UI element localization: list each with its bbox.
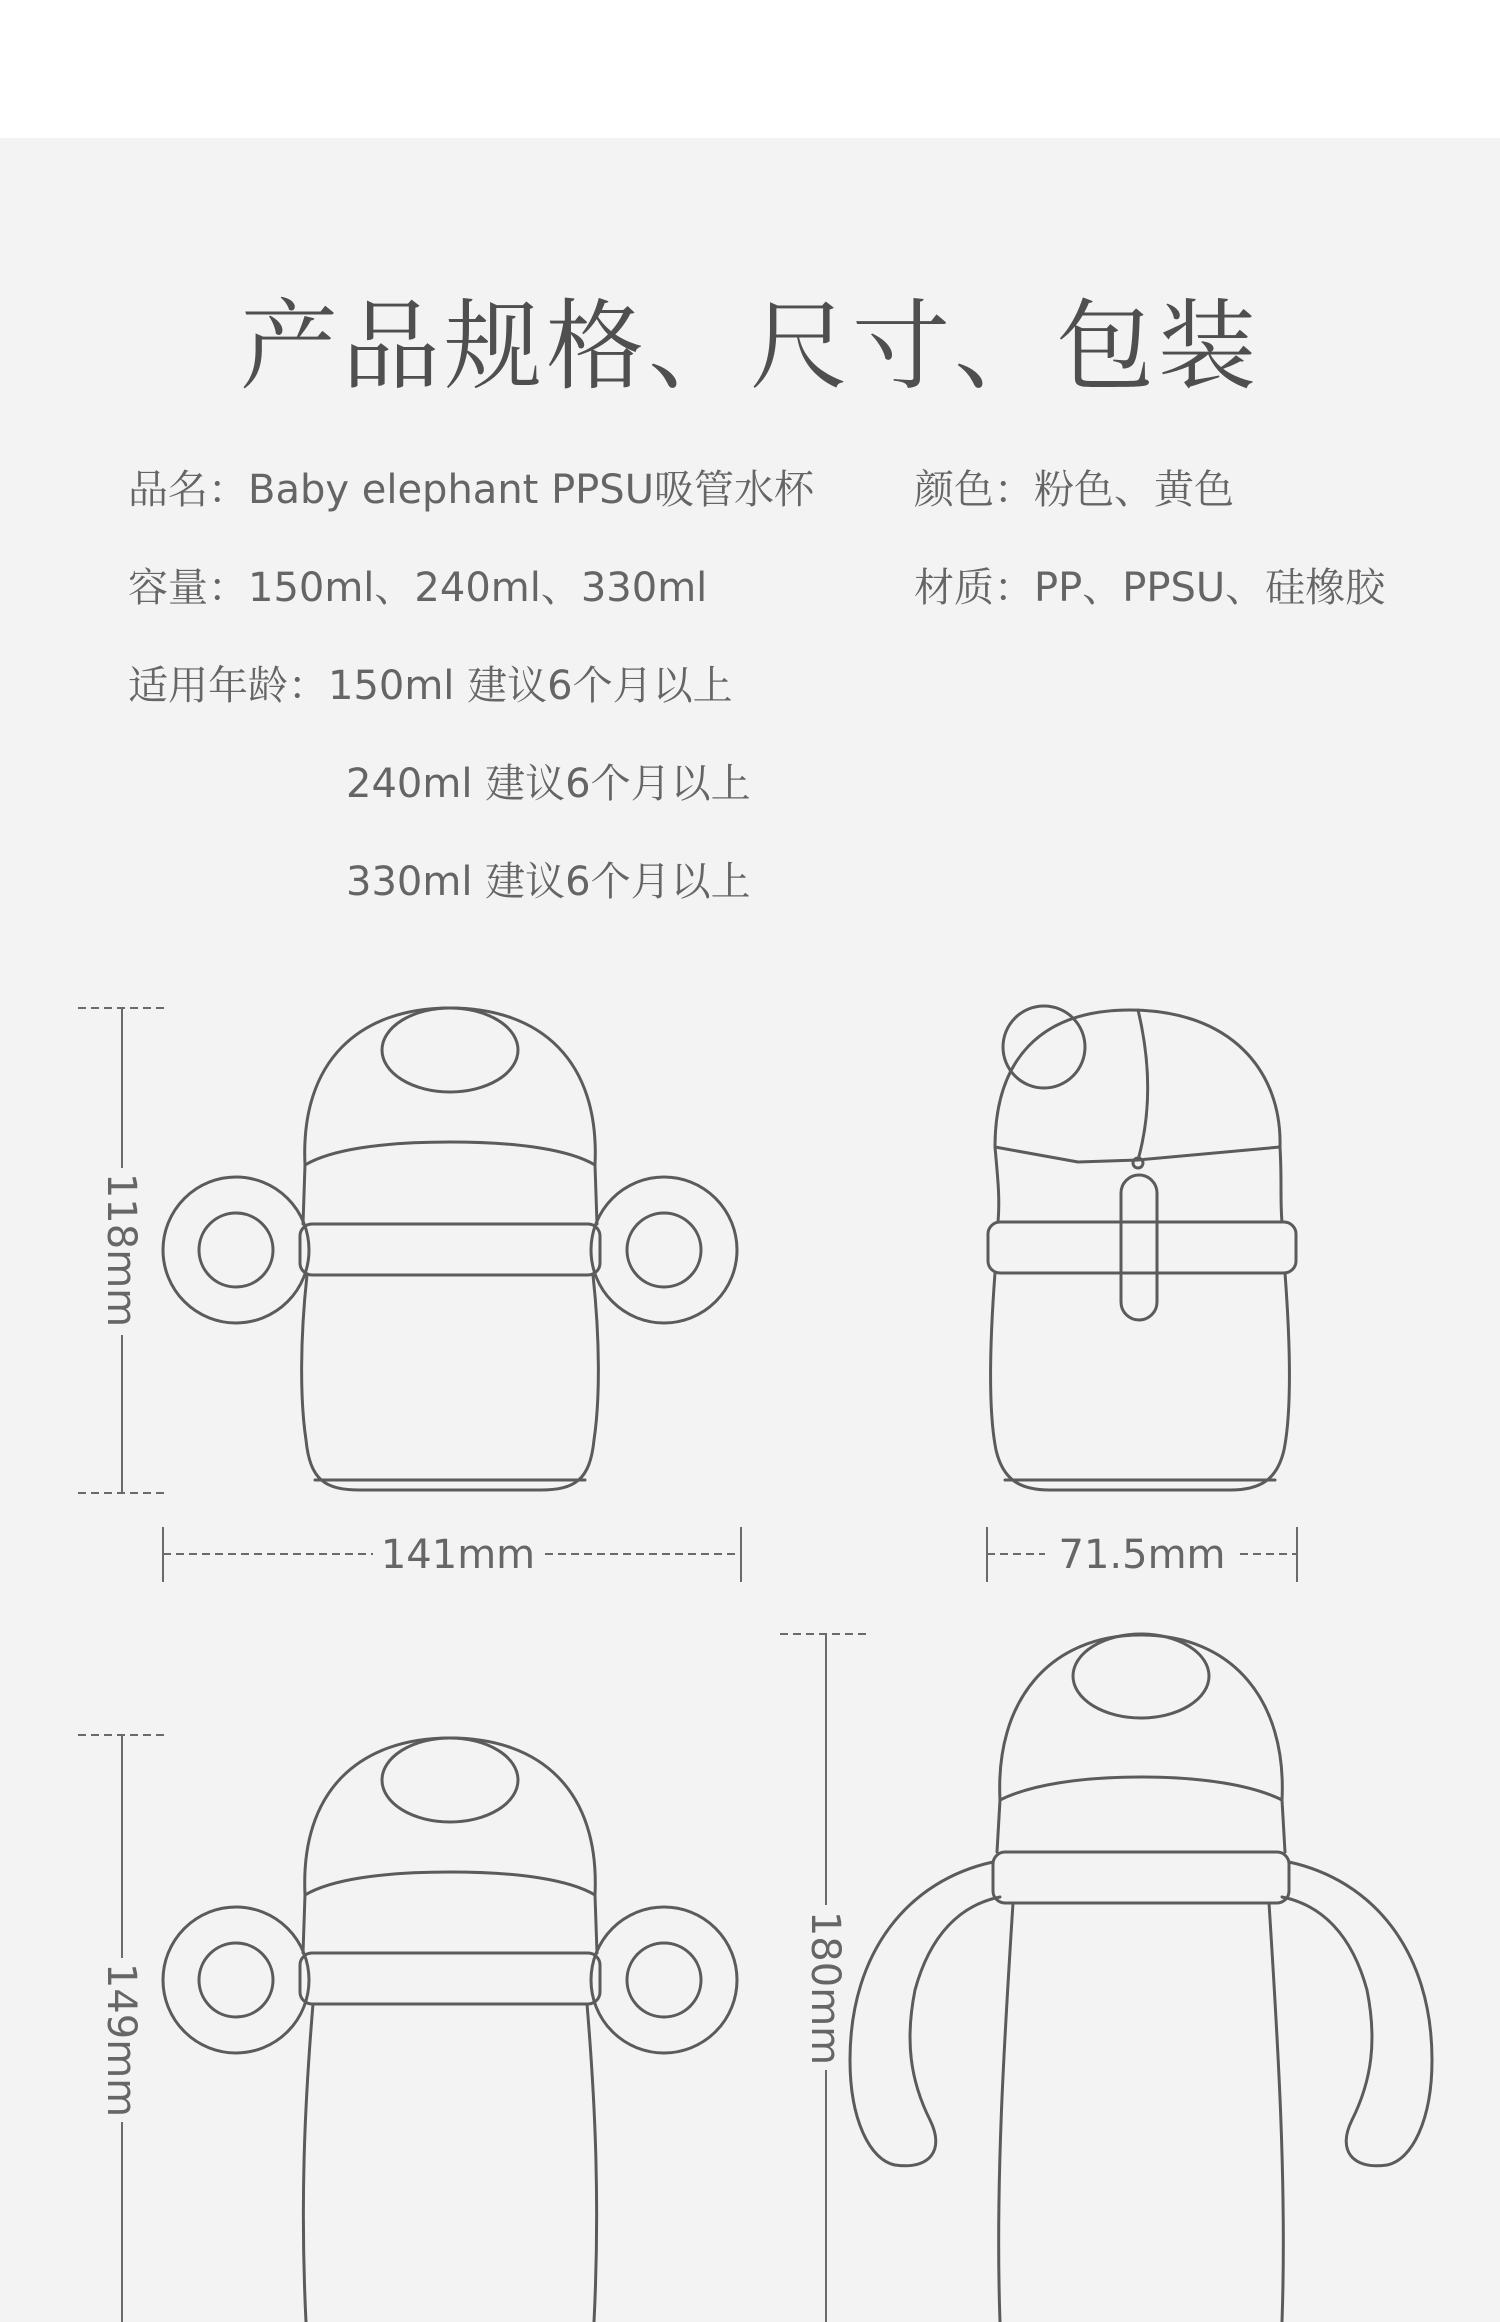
label-medium-height: 149mm xyxy=(98,1962,144,2118)
label-small-height: 118mm xyxy=(98,1172,144,1328)
spec-age: 适用年龄：150ml 建议6个月以上 xyxy=(128,663,733,709)
cup-large-front-drawing xyxy=(850,1634,1432,2322)
cup-small-side-drawing xyxy=(988,1006,1296,1490)
spec-color: 颜色：粉色、黄色 xyxy=(914,467,1234,513)
cup-medium-front-drawing xyxy=(163,1738,737,2322)
spec-age-330: 330ml 建议6个月以上 xyxy=(346,859,751,905)
spec-material: 材质：PP、PPSU、硅橡胶 xyxy=(914,565,1386,611)
label-large-height: 180mm xyxy=(802,1910,848,2066)
page-title: 产品规格、尺寸、包装 xyxy=(239,290,1260,404)
spec-capacity: 容量：150ml、240ml、330ml xyxy=(128,565,708,611)
spec-age-240: 240ml 建议6个月以上 xyxy=(346,761,751,807)
label-small-width: 141mm xyxy=(380,1532,536,1578)
cup-small-front-drawing xyxy=(163,1008,737,1490)
label-side-width: 71.5mm xyxy=(1058,1532,1226,1578)
spec-product-name: 品名：Baby elephant PPSU吸管水杯 xyxy=(128,467,814,513)
